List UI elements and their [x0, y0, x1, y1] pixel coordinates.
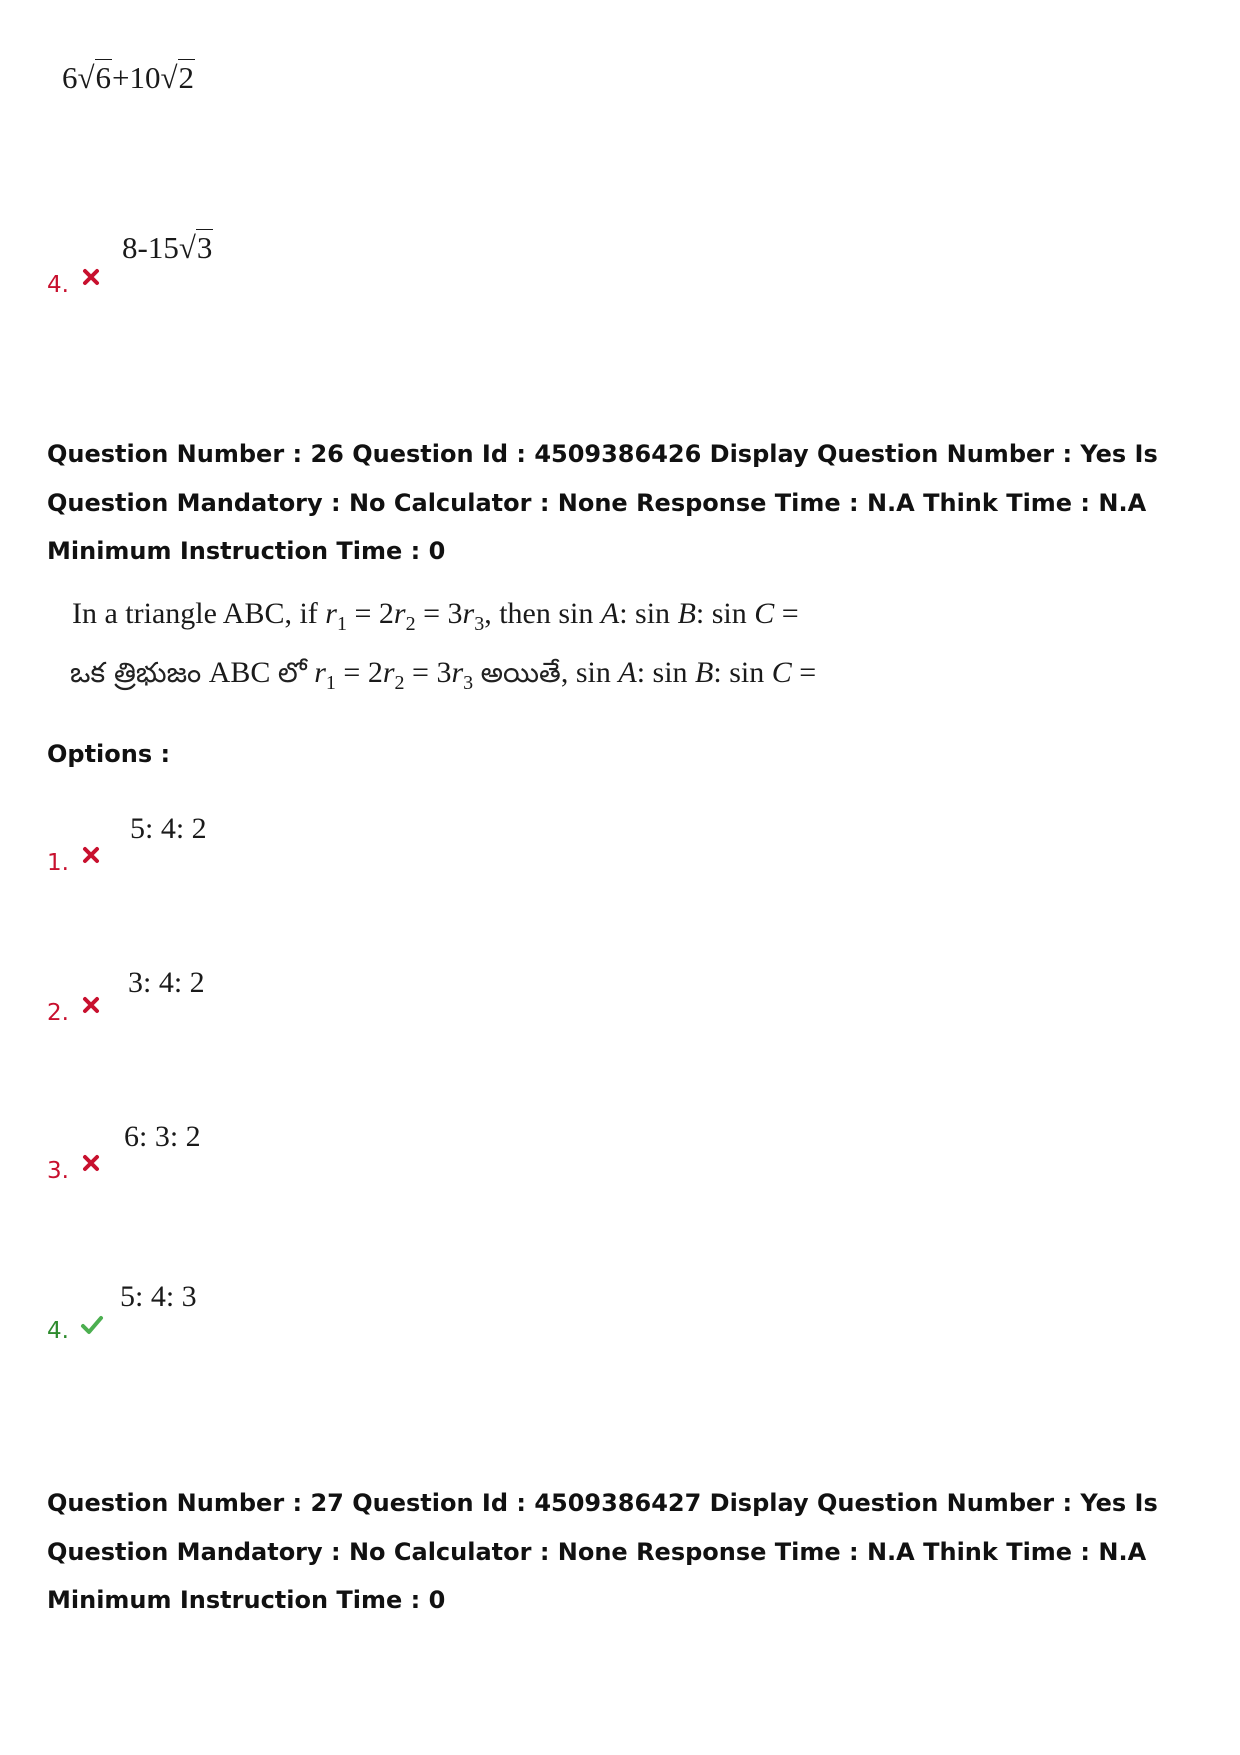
var-b: B	[695, 656, 714, 689]
sub: 3	[474, 613, 485, 635]
sub: 1	[325, 672, 336, 694]
telugu-word: ఒక త్రిభుజం	[70, 656, 202, 689]
q26-en-part: = 3	[415, 597, 463, 630]
var-r: r	[451, 656, 464, 689]
question-26-text-english	[72, 597, 799, 635]
q26-te-part: =	[791, 656, 817, 689]
q26-te-part: = 2	[335, 656, 383, 689]
var-c: C	[754, 597, 775, 630]
option-4-row	[47, 1318, 104, 1344]
check-icon	[80, 1314, 104, 1336]
prev-option3-expression-part: +10	[112, 60, 161, 95]
var-r: r	[393, 597, 406, 630]
prev-option4-expression	[122, 230, 213, 266]
q26-en-part: In a triangle ABC, if	[72, 597, 326, 630]
prev-option4-row	[47, 272, 102, 298]
var-r: r	[325, 597, 337, 630]
sub: 2	[394, 672, 405, 694]
option-number: 4.	[47, 272, 69, 298]
option-number: 2.	[47, 1000, 69, 1026]
q26-te-part: : sin	[636, 656, 696, 689]
sqrt-symbol: √6	[77, 60, 112, 95]
option-number: 4.	[47, 1318, 69, 1344]
sub: 2	[405, 613, 416, 635]
option-1-row	[47, 850, 102, 876]
q26-en-part: = 2	[346, 597, 394, 630]
q26-en-part: =	[774, 597, 799, 630]
sub: 3	[463, 672, 474, 694]
cross-icon	[80, 266, 102, 288]
question-27-header: Question Number : 27 Question Id : 4509386427 Display Question Number : Yes Is Question Mandatory : No Calculator : None Response Time : N.A Think Time : N.A Minimum Instruction Time : 0	[47, 1489, 1158, 1614]
telugu-word: లో	[277, 656, 307, 689]
var-b: B	[677, 597, 696, 630]
option-2-text: 3: 4: 2	[128, 966, 205, 999]
var-a: A	[618, 656, 637, 689]
q26-te-part	[473, 656, 481, 689]
var-a: A	[600, 597, 620, 630]
question-26-text-telugu	[70, 656, 816, 696]
q26-te-part: ABC	[201, 656, 278, 689]
option-3-text: 6: 3: 2	[124, 1120, 201, 1153]
telugu-word: అయితే	[480, 656, 561, 689]
question-26-header: Question Number : 26 Question Id : 4509386426 Display Question Number : Yes Is Question Mandatory : No Calculator : None Response Time : N.A Think Time : N.A Minimum Instruction Time : 0	[47, 440, 1158, 565]
prev-option3-expression	[62, 60, 195, 96]
option-number: 3.	[47, 1158, 69, 1184]
q26-te-part: = 3	[404, 656, 452, 689]
cross-icon	[80, 844, 102, 866]
option-3-row	[47, 1158, 102, 1184]
q26-en-part: : sin	[695, 597, 755, 630]
var-r: r	[314, 656, 326, 689]
option-1-text: 5: 4: 2	[130, 812, 207, 845]
cross-icon	[80, 994, 102, 1016]
var-c: C	[771, 656, 792, 689]
var-r: r	[382, 656, 395, 689]
option-number: 1.	[47, 850, 69, 876]
sub: 1	[336, 613, 347, 635]
q26-te-part: : sin	[713, 656, 772, 689]
sqrt-symbol: √2	[160, 60, 195, 95]
option-2-row	[47, 1000, 102, 1026]
q26-en-part: : sin	[619, 597, 678, 630]
q26-te-part: , sin	[560, 656, 619, 689]
cross-icon	[80, 1152, 102, 1174]
q26-en-part: , then sin	[484, 597, 601, 630]
options-label: Options :	[47, 740, 171, 768]
option-4-text: 5: 4: 3	[120, 1280, 197, 1313]
prev-option4-expression-part: 8-15	[122, 230, 179, 265]
prev-option3-expression-part: 6	[62, 60, 78, 95]
var-r: r	[462, 597, 475, 630]
sqrt-symbol: √3	[178, 230, 213, 265]
